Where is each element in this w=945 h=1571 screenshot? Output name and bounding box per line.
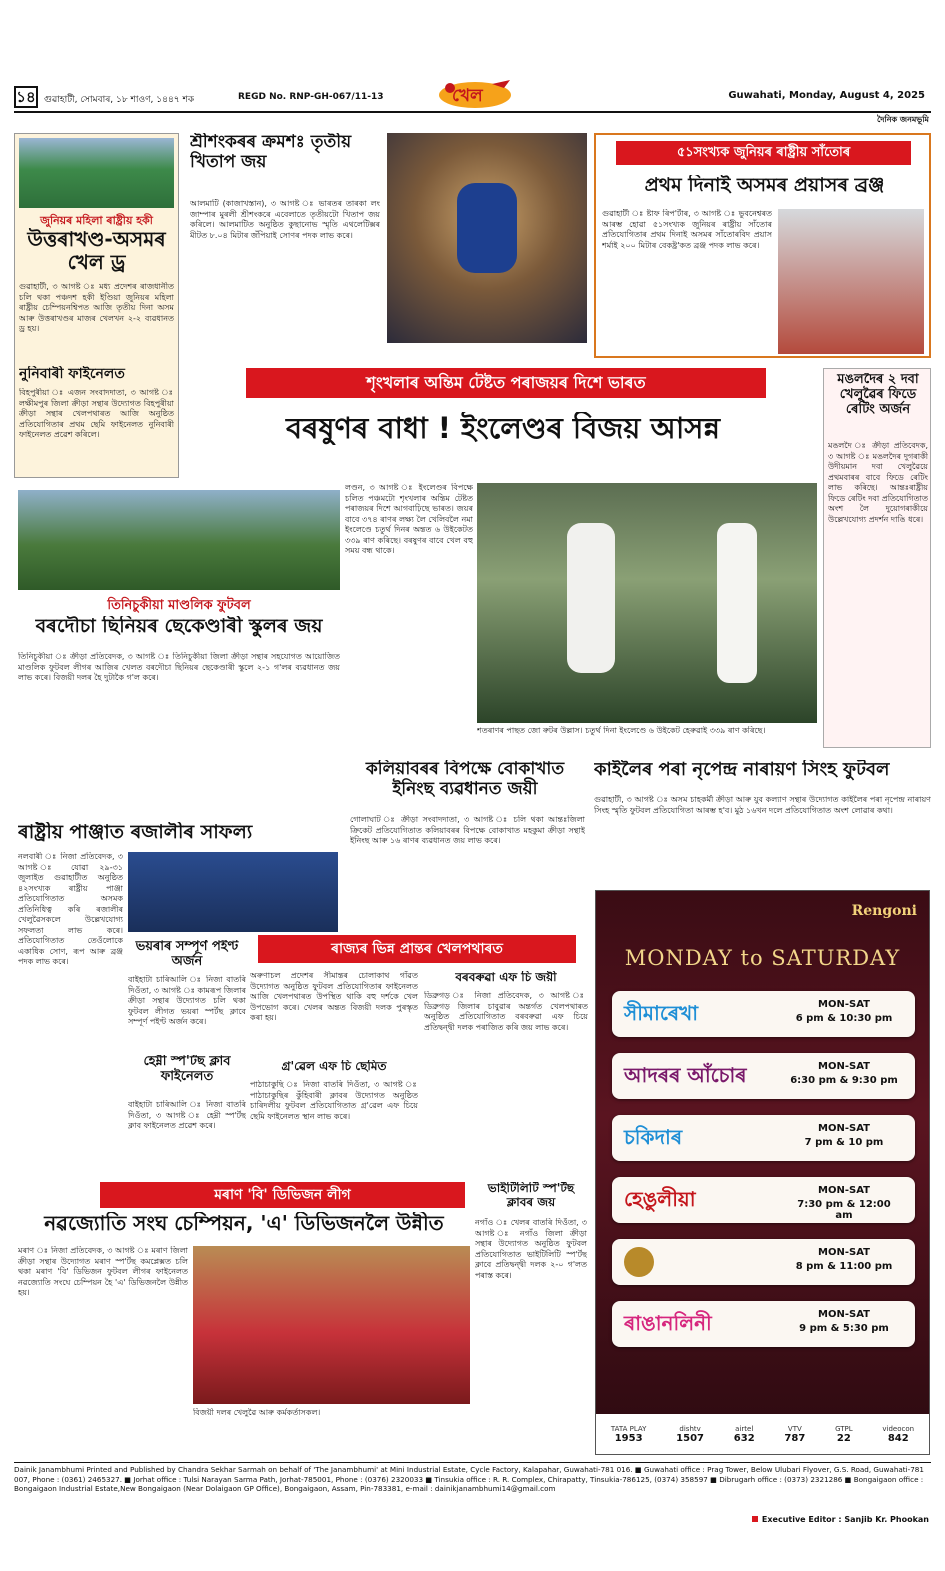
bhairab-body: বাইহাটা চাৰিআলি ঃ নিজা বাতৰি দিওঁতা, ৩ আগষ্ট ঃ কামৰূপ জিলাৰ ক্ৰীড়া সন্থাৰ উদ্যোগত চলি থকা ফুটবল লীগত ভয়ৰা স্পৰ্টছ ক্লাবে সম্পূৰ্ণ পইণ্ট অৰ্জন কৰে। bbox=[128, 975, 246, 1026]
kaileru-headline: কাইলৈৰ পৰা নৃপেন্দ্ৰ নাৰায়ণ সিংহ ফুটবল bbox=[594, 760, 890, 780]
nunibari-headline: নুনিবাৰী ফাইনেলত bbox=[19, 366, 125, 382]
channel-item bbox=[882, 1425, 914, 1444]
swimming-headline: প্ৰথম দিনাই অসমৰ প্ৰয়াসৰ ব্ৰঞ্জ bbox=[644, 175, 885, 196]
show-logo: হেঙুলীয়া bbox=[624, 1187, 696, 1211]
executive-editor: Executive Editor : Sanjib Kr. Phookan bbox=[752, 1515, 929, 1524]
date-english: Guwahati, Monday, August 4, 2025 bbox=[728, 90, 925, 101]
ad-title: MONDAY to SATURDAY bbox=[624, 946, 901, 970]
grovel-headline: গ্ৰ'ৱেল এফ চি ছেমিত bbox=[281, 1060, 387, 1073]
hockey-body: গুৱাহাটী, ৩ আগষ্ট ঃ মধ্য প্ৰদেশৰ ৰাজধানীত চলি থকা পঞ্চদশ হকী ইণ্ডিয়া জুনিয়ৰ মহিলা ৰাষ্ট্ৰীয় চেম্পিয়নশ্বিপত আজি তৃতীয় দিনা অসম আৰু উত্তৰাখণ্ডৰ মাজৰ খেলখন ২-২ ব্যৱধানত ড্ৰ হয়। bbox=[19, 282, 174, 333]
hockey-photo bbox=[19, 138, 174, 208]
ad-brand: Rengoni bbox=[851, 903, 917, 919]
channel-name: videocon bbox=[882, 1424, 915, 1433]
date-assamese: গুৱাহাটী, সোমবাৰ, ১৮ শাওণ, ১৪৪৭ শক bbox=[44, 95, 195, 105]
show-time: 6 pm & 10:30 pm bbox=[795, 1013, 893, 1024]
chess-body: মঙলদৈ ঃ ক্ৰীড়া প্ৰতিবেদক, ৩ আগষ্ট ঃ মঙলদৈৰ দুগৰাকী উদীয়মান দবা খেলুৱৈয়ে প্ৰথমবাৰৰ বাবে ফিডে ৰেটিং লাভ কৰিছে। আন্তঃৰাষ্ট্ৰীয় ফিডে ৰেটিং দবা প্ৰতিযোগিতাত অংশ লৈ দুয়োগৰাকীয়ে উল্লেখযোগ্য প্ৰদৰ্শন দাঙি ধৰে। bbox=[828, 441, 928, 524]
show-card[interactable] bbox=[612, 1301, 915, 1347]
channel-item bbox=[611, 1425, 647, 1444]
tinsukia-headline: বৰদৌচা ছিনিয়ৰ ছেকেণ্ডাৰী স্কুলৰ জয় bbox=[35, 616, 323, 637]
cricket-caption: শতৰাণৰ পাছত জো ৰুটৰ উল্লাস। চতুৰ্থ দিনা ইংলেণ্ডে ৬ উইকেট হেৰুৱাই ৩৩৯ ৰাণ কৰিছে। bbox=[477, 726, 766, 735]
show-logo: চকিদাৰ bbox=[624, 1125, 683, 1149]
channel-number: 1507 bbox=[676, 1432, 705, 1444]
channel-item bbox=[734, 1425, 755, 1444]
kaliabor-body: গোলাঘাট ঃ ক্ৰীড়া সংবাদদাতা, ৩ আগষ্ট ঃ চলি থকা আন্তঃজিলা ক্ৰিকেট প্ৰতিযোগিতাত কলিয়াবৰৰ বিপক্ষে বোকাখাত মহকুমা ক্ৰীড়া সন্থাই ইনিংছ আৰু ১৬ ৰাণৰ ব্যৱধানত জয় লাভ কৰে। bbox=[350, 815, 585, 845]
registration-number: REGD No. RNP-GH-067/11-13 bbox=[238, 92, 384, 102]
tinsukia-photo bbox=[18, 490, 340, 590]
show-days: MON-SAT bbox=[818, 1123, 870, 1134]
barbarua-body: ডিব্ৰুগড় ঃ নিজা প্ৰতিবেদক, ৩ আগষ্ট ঃ ডিব্ৰুগড় জিলাৰ চাবুৱাৰ অন্তৰ্গত খেলপথাৰত অনুষ্ঠিত প্ৰতিযোগিতাত বৰবৰুৱা এফ চিয়ে প্ৰতিদ্বন্দ্বী দলক পৰাজিত কৰি জয় লাভ কৰে। bbox=[424, 991, 588, 1032]
channel-item bbox=[835, 1425, 853, 1444]
swimmer-photo bbox=[778, 209, 924, 354]
tinsukia-body: তিনিচুকীয়া ঃ ক্ৰীড়া প্ৰতিবেদক, ৩ আগষ্ট ঃ তিনিচুকীয়া জিলা ক্ৰীড়া সন্থাৰ সহযোগত আয়োজিত মাণ্ডলিক ফুটবল লীগৰ আজিৰ খেলত বৰদৌচা ছিনিয়ৰ ছেকেণ্ডাৰী স্কুলে ২-১ গ'লৰ ব্যৱধানত জয় লাভ কৰে। বিজয়ী দলৰ হৈ দুটাকৈ গ'ল কৰে। bbox=[18, 652, 340, 682]
moran-body: মৰাণ ঃ নিজা প্ৰতিবেদক, ৩ আগষ্ট ঃ মৰাণ জিলা ক্ৰীড়া সন্থাৰ উদ্যোগত মৰাণ স্প'ৰ্টছ কমপ্লেক্সত চলি থকা মৰাণ 'বি' ডিভিজন ফুটবল লীগৰ ফাইনেলত নৱজ্যোতি সংঘে চেম্পিয়ন হৈ 'এ' ডিভিজনলৈ উন্নীত হয়। bbox=[18, 1246, 188, 1297]
page-number: ১৪ bbox=[14, 86, 38, 108]
show-logo: ৰাঙানলিনী bbox=[624, 1311, 712, 1335]
vitality-headline: ভাইটিলিটি স্প'ৰ্টছ ক্লাবৰ জয় bbox=[487, 1182, 575, 1209]
hemi-headline: হেম্নী স্প'ৰ্টছ ক্লাব ফাইনেলত bbox=[143, 1055, 231, 1084]
hockey-headline: উত্তৰাখণ্ড-অসমৰ খেল ড্ৰ bbox=[27, 228, 166, 274]
show-logo: আদৰৰ আঁচোৰ bbox=[624, 1063, 747, 1087]
state-field-body: অৰুণাচল প্ৰদেশৰ সীমান্তৰ চোলাকাথ গাঁৱত উদ্যোগত অনুষ্ঠিত ফুটবল প্ৰতিযোগিতাৰ ফাইনেলত আজি খেলপথাৰত উপস্থিত থাকি বহু দৰ্শকে খেল উপভোগ কৰে। খেলৰ অন্তত বিজয়ী দলক পুৰস্কৃত কৰা হয়। bbox=[250, 971, 418, 1022]
show-days: MON-SAT bbox=[818, 1185, 870, 1196]
section-logo bbox=[430, 78, 520, 110]
panja-headline: ৰাষ্ট্ৰীয় পাঞ্জাত ৰজালীৰ সাফল্য bbox=[18, 822, 253, 843]
show-time: 7:30 pm & 12:00 am bbox=[797, 1199, 891, 1221]
cricket-headline: বৰষুণৰ বাধা ! ইংলেণ্ডৰ বিজয় আসন্ন bbox=[286, 412, 720, 445]
channel-name: TATA PLAY bbox=[610, 1424, 647, 1433]
tinsukia-kicker: তিনিচুকীয়া মাণ্ডলিক ফুটবল bbox=[107, 598, 251, 613]
sreeshankar-story bbox=[190, 133, 380, 343]
channel-item bbox=[784, 1425, 805, 1444]
channel-item bbox=[676, 1425, 704, 1444]
moran-headline: নৱজ্যোতি সংঘ চেম্পিয়ন, 'এ' ডিভিজনলৈ উন্নীত bbox=[44, 1212, 444, 1235]
cricket-body: লণ্ডন, ৩ আগষ্ট ঃ ইংলেণ্ডৰ বিপক্ষে চলিত পঞ্চমটো শৃংখলাৰ অন্তিম টেষ্টত পৰাজয়ৰ দিশে আগবাঢ়িছে ভাৰত। জয়ৰ বাবে ৩৭৪ ৰাণৰ লক্ষ্য লৈ খেলিবলৈ নমা ইংলেণ্ডে চতুৰ্থ দিনৰ অন্তত ৬ উইকেটত ৩৩৯ ৰাণ কৰিছে। বৰষুণৰ বাবে খেল বহু সময় বন্ধ থাকে। bbox=[345, 483, 473, 555]
panja-body: নলবাৰী ঃ নিজা প্ৰতিবেদক, ৩ আগষ্ট ঃ যোৱা ২৯-৩১ জুলাইত গুৱাহাটীত অনুষ্ঠিত ৪২সংখ্যক ৰাষ্ট্ৰীয় পাঞ্জা প্ৰতিযোগিতাত অসমক প্ৰতিনিধিত্ব কৰি ৰজালীৰ খেলুৱৈসকলে উল্লেখযোগ্য সফলতা লাভ কৰে। প্ৰতিযোগিতাত তেওঁলোকে একাধিক সোণ, ৰূপ আৰু ব্ৰঞ্জ পদক লাভ কৰে। bbox=[18, 852, 123, 966]
show-card[interactable] bbox=[612, 991, 915, 1037]
chess-headline: মঙলদৈৰ ২ দবা খেলুৱৈৰ ফিডে ৰেটিং অৰ্জন bbox=[837, 373, 919, 417]
kaliabor-headline: কলিয়াবৰৰ বিপক্ষে বোকাখাত ইনিংছ ব্যৱধানত জয়ী bbox=[365, 760, 565, 799]
show-days: MON-SAT bbox=[818, 1309, 870, 1320]
logo-text: খেল bbox=[452, 86, 483, 106]
channel-number: 1953 bbox=[614, 1432, 643, 1444]
masthead-rule bbox=[14, 111, 931, 113]
show-time: 6:30 pm & 9:30 pm bbox=[790, 1075, 898, 1086]
bhairab-headline: ভয়ৰাৰ সম্পূৰ্ণ পইণ্ট অৰ্জন bbox=[135, 940, 239, 969]
barbarua-headline: বৰবৰুৱা এফ চি জয়ী bbox=[455, 971, 557, 984]
show-card[interactable] bbox=[612, 1053, 915, 1099]
channel-list bbox=[596, 1414, 929, 1454]
grovel-body: পাঠাচাকুছি ঃ নিজা বাতৰি দিওঁতা, ৩ আগষ্ট ঃ পাঠাচাকুছিৰ কুঁহিবাৰী ক্লাবৰ উদ্যোগত অনুষ্ঠিত চাৰিদলীয় ফুটবল প্ৰতিযোগিতাত গ্ৰ'ৱেল এফ চিয়ে ছেমি ফাইনেলত স্থান লাভ কৰে। bbox=[250, 1080, 418, 1121]
panja-photo bbox=[128, 852, 338, 932]
chess-story bbox=[823, 368, 931, 748]
footer-rule bbox=[14, 1462, 931, 1463]
show-days: MON-SAT bbox=[818, 1061, 870, 1072]
show-card[interactable] bbox=[612, 1239, 915, 1285]
channel-name: GTPL bbox=[835, 1424, 853, 1433]
moran-caption: বিজয়ী দলৰ খেলুৱৈ আৰু কৰ্মকৰ্তাসকল। bbox=[193, 1408, 321, 1417]
swimming-story bbox=[594, 133, 931, 358]
tv-advertisement[interactable] bbox=[595, 890, 930, 1455]
sreeshankar-body: আলমাটি (কাজাখস্তান), ৩ আগষ্ট ঃ ভাৰতৰ তাৰকা লং জাম্পাৰ মুৰলী শ্ৰীশংকৰে এবেলাতে তৃতীয়টো খিতাপ জয় কৰিলে। আলমাটিত অনুষ্ঠিত কুছানোভ স্মৃতি এথলেটিক্সৰ মীটত ৮.০৪ মিটাৰ জঁপিয়াই সোণৰ পদক লাভ কৰে। bbox=[190, 199, 380, 240]
show-time: 7 pm & 10 pm bbox=[804, 1137, 884, 1148]
channel-name: airtel bbox=[735, 1424, 754, 1433]
hemi-body: বাইহাটা চাৰিআলি ঃ নিজা বাতৰি দিওঁতা, ৩ আগষ্ট ঃ হেম্নী স্প'ৰ্টছ ক্লাব ফাইনেলত প্ৰৱেশ কৰে। bbox=[128, 1100, 246, 1130]
state-field-section bbox=[250, 935, 588, 1175]
swimming-kicker: ৫১সংখ্যক জুনিয়ৰ ৰাষ্ট্ৰীয় সাঁতোৰ bbox=[616, 141, 911, 165]
channel-name: dishtv bbox=[679, 1424, 701, 1433]
vitality-body: নগাঁও ঃ খেলৰ বাতৰি দিওঁতা, ৩ আগষ্ট ঃ নগাঁও জিলা ক্ৰীড়া সন্থাৰ উদ্যোগত অনুষ্ঠিত ফুটবল প্ৰতিযোগিতাত ভাইটিলিটি স্প'ৰ্টছ ক্লাবে প্ৰতিদ্বন্দ্বী দলক ২-০ গ'লত পৰাস্ত কৰে। bbox=[475, 1218, 587, 1280]
show-days: MON-SAT bbox=[818, 1247, 870, 1258]
show-card[interactable] bbox=[612, 1115, 915, 1161]
show-days: MON-SAT bbox=[818, 999, 870, 1010]
cricket-kicker: শৃংখলাৰ অন্তিম টেষ্টত পৰাজয়ৰ দিশে ভাৰত bbox=[246, 368, 766, 398]
channel-number: 22 bbox=[836, 1432, 851, 1444]
nunibari-body: বিহপুৰীয়া ঃ এজন সংবাদদাতা, ৩ আগষ্ট ঃ লক্ষীমপুৰ জিলা ক্ৰীড়া সন্থাৰ উদ্যোগত বিহপুৰীয়া ক্ৰীড়া সন্থাৰ খেলপথাৰত আজি অনুষ্ঠিত প্ৰতিযোগিতাৰ প্ৰথম ছেমি ফাইনেলত নুনিবাৰী ফাইনেলত প্ৰৱেশ কৰিলে। bbox=[19, 388, 174, 439]
sreeshankar-headline: শ্ৰীশংকৰৰ ক্ৰমশঃ তৃতীয় খিতাপ জয় bbox=[190, 133, 352, 172]
kaileru-body: গুৱাহাটী, ৩ আগষ্ট ঃ অসম চাহকৰ্মী ক্ৰীড়া আৰু যুব কল্যাণ সন্থাৰ উদ্যোগত কাইলৈৰ পৰা নৃপেন্দ্ৰ নাৰায়ণ সিংহ স্মৃতি ফুটবল প্ৰতিযোগিতা আৰম্ভ হ'ব। মুঠ ১৬খন দলে প্ৰতিযোগিতাত অংশ লোৱাৰ কথা। bbox=[594, 795, 931, 815]
sub-brand: দৈনিক জনমভূমি bbox=[877, 115, 929, 124]
state-field-ribbon: ৰাজ্যৰ ভিন্ন প্ৰান্তৰ খেলপথাৰত bbox=[258, 935, 576, 963]
channel-number: 632 bbox=[733, 1432, 755, 1444]
channel-name: VTV bbox=[787, 1424, 802, 1433]
hockey-story bbox=[14, 133, 179, 478]
imprint: Dainik Janambhumi Printed and Published by Chandra Sekhar Sarmah on behalf of 'The Janambhumi' at Mini Industrial Estate, Cycle Factory, Kalapahar, Guwahati-781 016. ■ Guwahati office : Prag Tower, Below Ulubari Flyover, G.S. Road, Guwahati-781 007, Phone : (0361) 2465327. ■ Jorhat office : Tulsi Narayan Sarma Path, Jorhat-785001, Phone : (0376) 2320033 ■ Tinsukia office : R. R. Complex, Chirapatty, Tinsukia-786125, (0374) 358597 ■ Dibrugarh office : (0373) 2321286 ■ Bongaigaon office : Bongaigaon Industrial Estate,New Bongaigaon (Near Dolaigaon GP Office), Bongaigaon, Assam, Pin-783381, e-mail : dainikjanambhumi14@gmail.com bbox=[14, 1465, 924, 1493]
channel-number: 842 bbox=[887, 1432, 909, 1444]
sreeshankar-photo bbox=[387, 133, 587, 343]
hockey-kicker: জুনিয়ৰ মহিলা ৰাষ্ট্ৰীয় হকী bbox=[40, 214, 153, 227]
cricket-photo bbox=[477, 483, 817, 723]
show-card[interactable] bbox=[612, 1177, 915, 1223]
swimming-body: গুৱাহাটী ঃ ষ্টাফ ৰিপ'ৰ্টাৰ, ৩ আগষ্ট ঃ ভুবনেশ্বৰত আৰম্ভ হোৱা ৫১সংখ্যক জুনিয়ৰ ৰাষ্ট্ৰীয় সাঁতোৰ প্ৰতিযোগিতাৰ প্ৰথম দিনাই অসমৰ সাঁতোৰবিদ প্ৰয়াস শৰ্মাই ২০০ মিটাৰ বেকষ্ট্ৰ'কত ব্ৰঞ্জ পদক লাভ কৰে। bbox=[602, 209, 772, 250]
show-logo bbox=[624, 1247, 654, 1277]
show-time: 8 pm & 11:00 pm bbox=[795, 1261, 893, 1272]
moran-photo bbox=[193, 1246, 470, 1404]
channel-number: 787 bbox=[784, 1432, 806, 1444]
show-time: 9 pm & 5:30 pm bbox=[799, 1323, 889, 1334]
moran-kicker: মৰাণ 'বি' ডিভিজন লীগ bbox=[100, 1182, 465, 1208]
show-logo: সীমাৰেখা bbox=[624, 1001, 699, 1025]
